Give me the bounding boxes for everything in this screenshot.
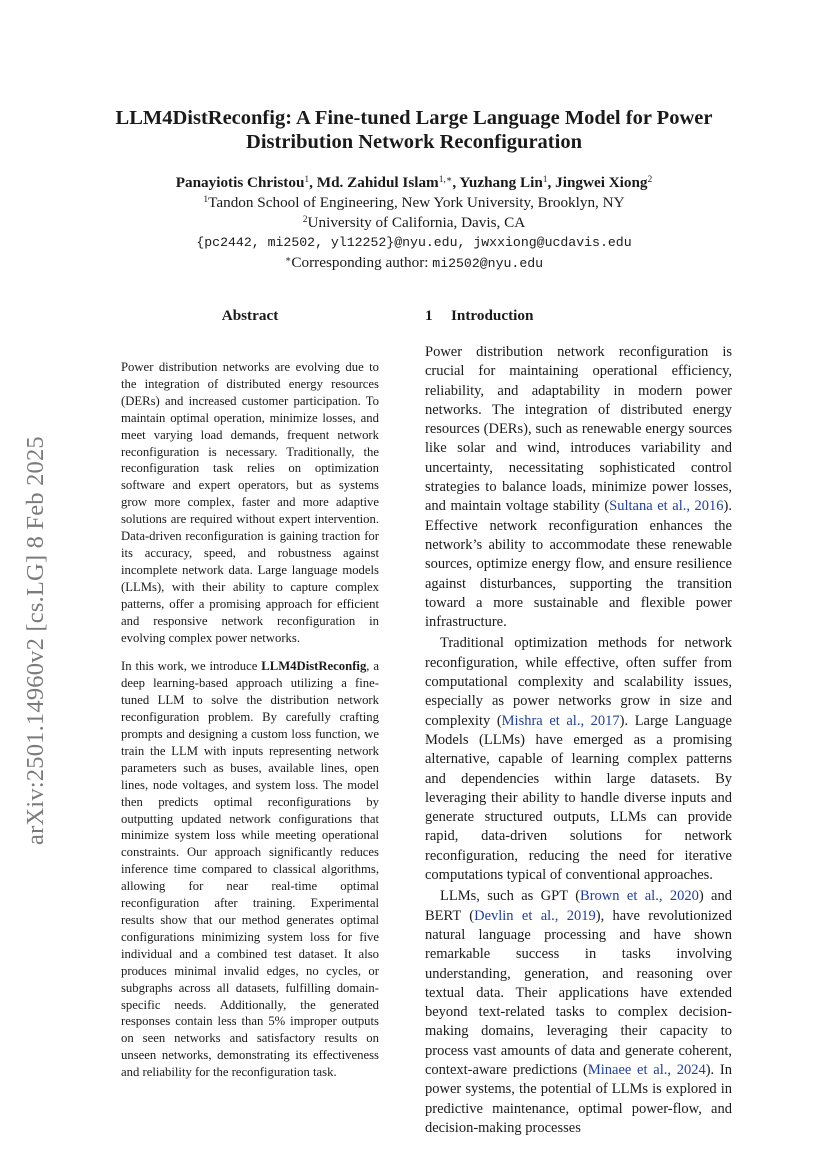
- section-heading: [425, 307, 732, 325]
- intro-text: LLMs, such as GPT (: [440, 888, 581, 905]
- citation-link[interactable]: Minaee et al., 2024: [587, 1061, 706, 1078]
- paper-title: LLM4DistReconfig: A Fine-tuned Large Language Model for Power Distribution Network Reconfiguration: [115, 107, 713, 153]
- citation-link[interactable]: Mishra et al., 2017: [501, 712, 620, 729]
- corresponding-mark: ∗: [284, 255, 292, 265]
- intro-text: ). Large Language Models (LLMs) have emerged as a promising alternative, capable of learning complex patterns and dependencies within large datasets. By leveraging their ability to handle diverse inputs and generate structured outputs, LLMs can provide rapid, data-driven solutions for network reconfiguration, reducing the need for iterative computations typical of conventional approaches.: [425, 712, 732, 884]
- author-affiliation-mark: 1: [304, 175, 310, 185]
- abstract-paragraph: [121, 658, 379, 1081]
- intro-paragraph: [425, 634, 732, 885]
- author-name: Panayiotis Christou: [175, 174, 305, 191]
- intro-paragraph: [425, 343, 732, 632]
- author-name: Jingwei Xiong: [555, 174, 648, 191]
- abstract-text: In this work, we introduce: [121, 659, 262, 674]
- citation-link[interactable]: Brown et al., 2020: [580, 888, 699, 905]
- author-name: Md. Zahidul Islam: [316, 174, 439, 191]
- section-title: Introduction: [451, 307, 534, 324]
- intro-text: Traditional optimization methods for network reconfiguration, while effective, often suffer from computational complexity and scalability issues, especially as power networks grow in size and complexity (: [425, 635, 732, 729]
- arxiv-identifier: arXiv:2501.14960v2 [cs.LG] 8 Feb 2025: [22, 436, 49, 845]
- section-number: 1: [425, 307, 433, 324]
- corresponding-email[interactable]: mi2502@nyu.edu: [432, 256, 544, 271]
- abstract-column: [121, 307, 379, 1081]
- affiliation-mark: 2: [302, 215, 308, 225]
- model-name: LLM4DistReconfig: [261, 659, 367, 674]
- author-affiliation-mark: 1: [542, 175, 548, 185]
- intro-text: ). Effective network reconfiguration enhances the network’s ability to accommodate these renewable sources, optimize energy flow, and ensure resilience against disturbances, supporting the transition toward a more sustainable and flexible power infrastructure.: [425, 498, 733, 631]
- affiliation-mark: 1: [203, 195, 209, 205]
- corresponding-author: [108, 253, 720, 274]
- introduction-column: [425, 307, 732, 1138]
- abstract-text: , a deep learning-based approach utilizing a fine-tuned LLM to solve the distribution network reconfiguration problem. By carefully crafting prompts and designing a custom loss function, we train the LLM with inputs representing network parameters such as buses, available lines, open lines, node voltages, and system loss. The model then predicts optimal reconfigurations by outputting updated network configurations that minimize system loss while meeting operational constraints. Our approach significantly reduces inference time compared to classical algorithms, allowing for near real-time optimal reconfiguration after training. Experimental results show that our method generates optimal configurations minimizing system loss for five individual and a combined test dataset. It also produces minimal invalid edges, no cycles, or subgraphs across all datasets, fulfilling domain-specific needs. Additionally, the generated responses contain less than 5% improper outputs on seen networks and satisfactory results on unseen networks, demonstrating its effectiveness and reliability for the reconfiguration task.: [121, 659, 379, 1080]
- intro-paragraph: [425, 887, 732, 1138]
- author-name: Yuzhang Lin: [459, 174, 543, 191]
- citation-link[interactable]: Sultana et al., 2016: [609, 498, 724, 515]
- intro-text: ) and BERT (: [425, 888, 732, 924]
- abstract-heading: Abstract: [221, 307, 279, 324]
- affiliation-text: University of California, Davis, CA: [307, 214, 526, 231]
- intro-text: ). In power systems, the potential of LLMs is explored in predictive maintenance, optimal power-flow, and decision-making processes: [425, 1061, 732, 1136]
- author-affiliation-mark: 2: [647, 175, 653, 185]
- affiliation-line: [108, 193, 720, 213]
- author-affiliation-mark: 1,∗: [438, 175, 453, 185]
- author-emails[interactable]: {pc2442, mi2502, yl12252}@nyu.edu, jwxxiong@ucdavis.edu: [196, 235, 632, 250]
- intro-text: ), have revolutionized natural language processing and have shown remarkable success in tasks involving understanding, generation, and reasoning over textual data. Their applications have extended beyond text-related tasks to complex decision-making domains, leveraging their capacity to process vast amounts of data and generate coherent, context-aware predictions (: [425, 907, 732, 1078]
- citation-link[interactable]: Devlin et al., 2019: [474, 907, 596, 924]
- intro-text: Power distribution network reconfiguration is crucial for maintaining operational efficiency, reliability, and adaptability in modern power networks. The integration of distributed energy resources (DERs), such as renewable energy sources like solar and wind, introduces variability and uncertainty, necessitating sophisticated control strategies to balance loads, minimize power losses, and maintain voltage stability (: [425, 344, 732, 515]
- author-names: Panayiotis Christou$^1$, Md. Zahidul Islam$^{1,∗}$, Yuzhang Lin$^1$, Jingwei Xiong$^2$: [175, 174, 653, 191]
- author-block: [108, 173, 720, 274]
- abstract-paragraph: Power distribution networks are evolving due to the integration of distributed energy resources (DERs) and increased customer participation. To maintain optimal operation, minimize losses, and meet varying load demands, frequent network reconfiguration is necessary. Traditionally, the reconfiguration task relies on optimization software and expert operators, but as systems grow more complex, faster and more adaptive solutions are required without expert intervention. Data-driven reconfiguration is gaining traction for its accuracy, speed, and robustness against incomplete network data. Large language models (LLMs), with their ability to capture complex patterns, offer a promising approach for efficient and responsive network reconfiguration in evolving complex power networks.: [121, 360, 379, 645]
- affiliation-text: Tandon School of Engineering, New York University, Brooklyn, NY: [208, 194, 625, 211]
- corresponding-label: Corresponding author:: [291, 254, 433, 271]
- affiliation-line: [108, 213, 720, 233]
